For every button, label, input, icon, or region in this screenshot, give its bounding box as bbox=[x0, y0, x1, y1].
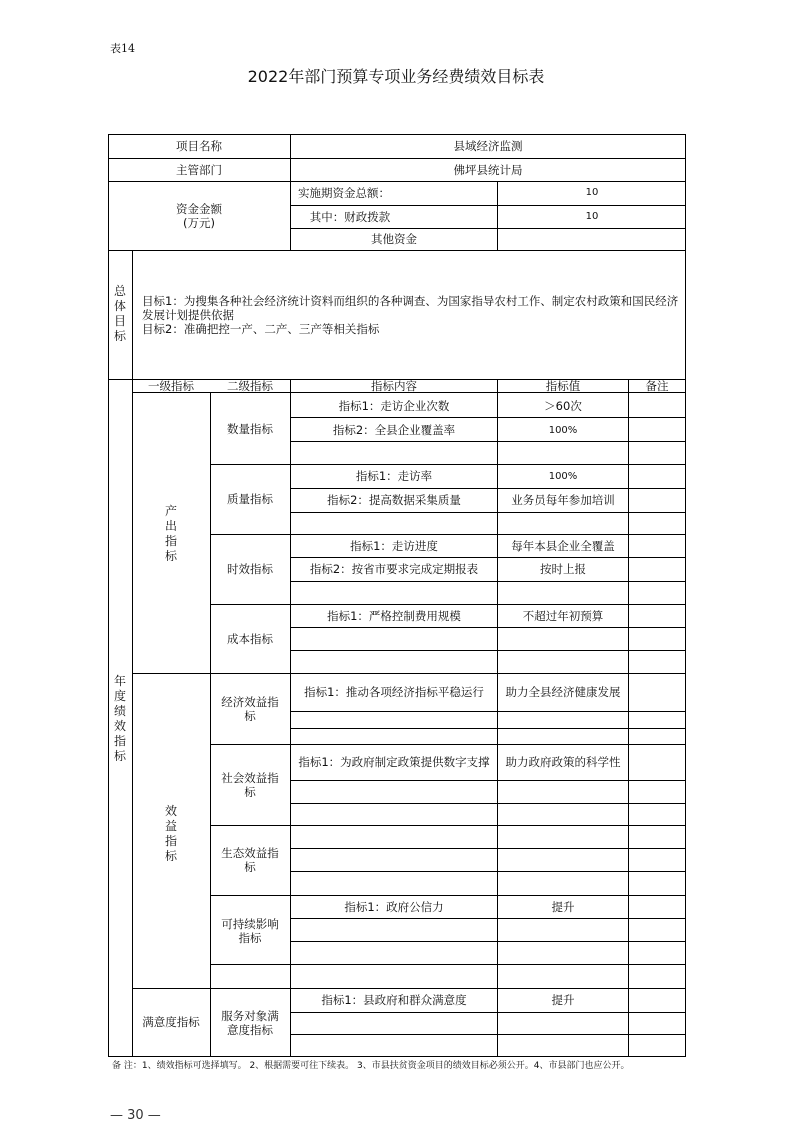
fiscal-fund-label: 其中：财政拨款 bbox=[309, 210, 391, 224]
indicator-value: 按时上报 bbox=[540, 562, 586, 576]
indicator-value: 不超过年初预算 bbox=[522, 609, 604, 623]
page-number: — 30 — bbox=[110, 1108, 161, 1123]
social-benefit-label: 社会效益指标 bbox=[221, 771, 279, 799]
indicator-content: 指标1：政府公信力 bbox=[344, 900, 444, 914]
quality-indicator-label: 质量指标 bbox=[227, 492, 273, 506]
project-name-value: 县域经济监测 bbox=[453, 139, 523, 153]
cost-indicator-label: 成本指标 bbox=[227, 632, 273, 646]
performance-table bbox=[108, 134, 686, 1057]
table-grid-lines bbox=[108, 134, 686, 1057]
fund-amount-label: 资金金额 (万元) bbox=[176, 202, 222, 230]
indicator-value: 助力全县经济健康发展 bbox=[505, 685, 621, 699]
col-value: 指标值 bbox=[545, 379, 581, 393]
footnote: 备 注：1、绩效指标可选择填写。 2、根据需要可往下续表。 3、市县扶贫资金项目的绩效目标必须公开。4、市县部门也应公开。 bbox=[112, 1061, 630, 1071]
col-level1: 一级指标 bbox=[148, 379, 194, 393]
indicator-value: 每年本县企业全覆盖 bbox=[511, 539, 615, 553]
benefit-indicator-label: 效益指标 bbox=[164, 804, 177, 863]
overall-goal-text: 目标1：为搜集各种社会经济统计资料而组织的各种调查、为国家指导农村工作、制定农村政策和国民经济发展计划提供依据 目标2：准确把控一产、二产、三产等相关指标 bbox=[142, 294, 679, 336]
service-satisfaction-label: 服务对象满意度指标 bbox=[221, 1009, 279, 1037]
indicator-value: 100% bbox=[548, 471, 578, 482]
indicator-value: 提升 bbox=[551, 900, 575, 914]
project-name-label: 项目名称 bbox=[176, 139, 222, 153]
department-label: 主管部门 bbox=[176, 163, 222, 177]
indicator-value: 业务员每年参加培训 bbox=[511, 493, 615, 507]
indicator-content: 指标2：提高数据采集质量 bbox=[327, 493, 461, 507]
indicator-content: 指标1：走访进度 bbox=[350, 539, 438, 553]
indicator-content: 指标1：为政府制定政策提供数字支撑 bbox=[298, 755, 490, 769]
output-indicator-label: 产出指标 bbox=[164, 504, 177, 563]
page-title: 2022年部门预算专项业务经费绩效目标表 bbox=[247, 67, 545, 86]
total-fund-label: 实施期资金总额： bbox=[298, 186, 390, 200]
indicator-value: 提升 bbox=[551, 993, 575, 1007]
indicator-content: 指标2：全县企业覆盖率 bbox=[332, 423, 456, 437]
indicator-content: 指标2：按省市要求完成定期报表 bbox=[309, 562, 479, 576]
timeliness-indicator-label: 时效指标 bbox=[227, 562, 273, 576]
annual-indicator-label: 年度绩效指标 bbox=[113, 674, 126, 763]
indicator-content: 指标1：走访企业次数 bbox=[338, 399, 450, 413]
fiscal-fund-value: 10 bbox=[585, 211, 599, 222]
other-fund-label: 其他资金 bbox=[371, 232, 417, 246]
satisfaction-indicator-label: 满意度指标 bbox=[142, 1015, 200, 1029]
indicator-content: 指标1：严格控制费用规模 bbox=[327, 609, 461, 623]
department-value: 佛坪县统计局 bbox=[453, 163, 523, 177]
indicator-value: 助力政府政策的科学性 bbox=[505, 755, 621, 769]
indicator-content: 指标1：推动各项经济指标平稳运行 bbox=[304, 685, 484, 699]
col-level2: 二级指标 bbox=[227, 379, 273, 393]
ecological-benefit-label: 生态效益指标 bbox=[221, 846, 279, 874]
table-tag: 表14 bbox=[110, 42, 135, 55]
indicator-value: ＞60次 bbox=[544, 399, 582, 413]
indicator-content: 指标1：县政府和群众满意度 bbox=[321, 993, 467, 1007]
indicator-value: 100% bbox=[548, 425, 578, 436]
indicator-content: 指标1：走访率 bbox=[355, 469, 433, 483]
col-content: 指标内容 bbox=[371, 379, 417, 393]
economic-benefit-label: 经济效益指标 bbox=[221, 695, 279, 723]
overall-goal-label: 总体目标 bbox=[113, 284, 126, 343]
col-note: 备注 bbox=[645, 379, 669, 393]
quantity-indicator-label: 数量指标 bbox=[227, 422, 273, 436]
sustainable-impact-label: 可持续影响指标 bbox=[221, 917, 279, 945]
total-fund-value: 10 bbox=[585, 187, 599, 198]
